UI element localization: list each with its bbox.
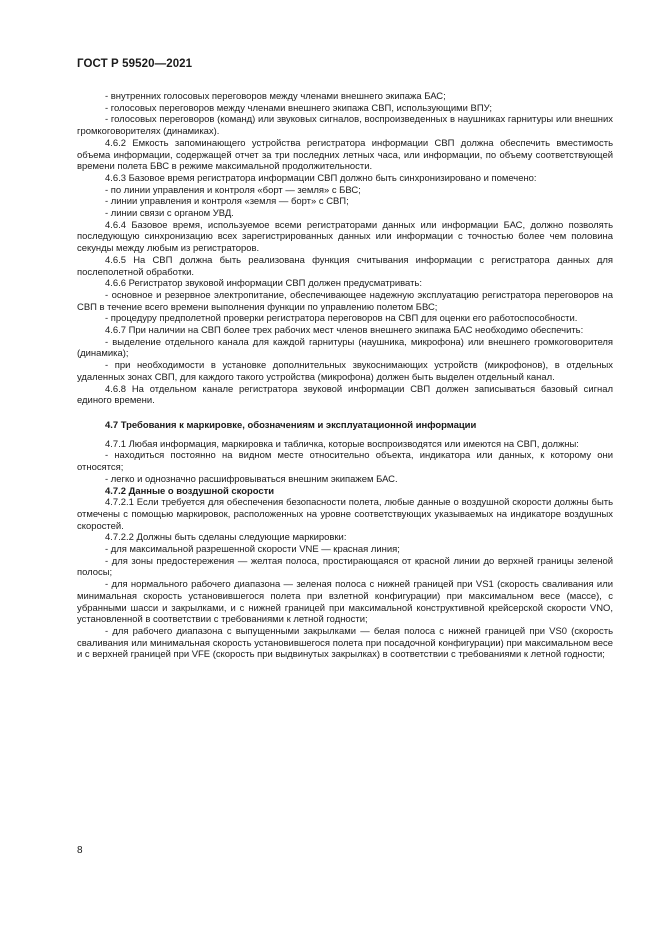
list-item: - по линии управления и контроля «борт — земля» с БВС;: [105, 184, 361, 196]
list-item: - для рабочего диапазона с выпущенными закрылками — белая полоса с нижней границей при VS0 (скорость сваливания или минимальная скорость установившегося полета при посадочной конфигурации) при максимальном весе и с верхней границей при VFE (скорость при выдвинутых закрылках) в соответствии с требованиями к летной годности;: [77, 625, 613, 661]
clause-4-6-3: 4.6.3 Базовое время регистратора информации СВП должно быть синхронизировано и помечено:: [105, 172, 537, 184]
clause-4-6-8: 4.6.8 На отдельном канале регистратора звуковой информации СВП должен записываться базовый сигнал единого времени.: [77, 383, 613, 407]
list-item: - при необходимости в установке дополнительных звукоснимающих устройств (микрофонов), в отдельных удаленных зонах СВП, для каждого такого устройства (микрофона) должен быть выделен отдельный канал.: [77, 360, 613, 383]
list-item: - выделение отдельного канала для каждой гарнитуры (наушника, микрофона) или внешнего громкоговорителя (динамика);: [77, 336, 613, 360]
clause-4-6-6: 4.6.6 Регистратор звуковой информации СВП должен предусматривать:: [105, 278, 422, 290]
list-item: - внутренних голосовых переговоров между членами внешнего экипажа БАС;: [105, 91, 446, 102]
section-heading: 4.7 Требования к маркировке, обозначениям и эксплуатационной информации: [105, 419, 477, 431]
clause-4-7-2-1: 4.7.2.1 Если требуется для обеспечения безопасности полета, любые данные о воздушной скорости должны быть отмечены с помощью маркировок, расположенных на уровне соответствующих указываемых на индикаторе воздушных скоростей.: [77, 497, 613, 532]
list-item: - линии связи с органом УВД.: [105, 208, 234, 220]
list-item: - для максимальной разрешенной скорости VNE — красная линия;: [105, 544, 400, 556]
list-item: - голосовых переговоров между членами внешнего экипажа СВП, использующими ВПУ;: [105, 102, 493, 114]
list-item: - легко и однозначно расшифровываться внешним экипажем БАС.: [105, 473, 398, 485]
clause-4-6-5: 4.6.5 На СВП должна быть реализована функция считывания информации с регистратора данных для послеполетной обработки.: [77, 254, 613, 278]
list-item: - голосовых переговоров (команд) или звуковых сигналов, воспроизведенных в наушниках гарнитуры или внешних громкоговорителях (динамиках).: [77, 114, 613, 138]
page-header: ГОСТ Р 59520—2021: [77, 58, 193, 70]
list-item: - для зоны предостережения — желтая полоса, простирающаяся от красной линии до верхней границы зеленой полосы;: [77, 555, 613, 579]
clause-4-6-2: 4.6.2 Емкость запоминающего устройства регистратора информации СВП должна обеспечить вместимость объема информации, содержащей отчет за три последних летных часа, или информации, по объему соответствующей времени полета БВС в режиме максимальной продолжительности.: [77, 137, 613, 173]
subsection-heading: 4.7.2 Данные о воздушной скорости: [105, 485, 275, 497]
list-item: - для нормального рабочего диапазона — зеленая полоса с нижней границей при VS1 (скорость сваливания или минимальная скорость установившегося полета при взлетной конфигурации) при максимальном весе (массе), с убранными шасси и закрылками, и с нижней границей при максимальной конструктивной крейсерской скорости VNO, установленной в соответствии с требованиями к летной годности;: [77, 579, 613, 626]
list-item: - линии управления и контроля «земля — борт» с СВП;: [105, 196, 349, 208]
list-item: - находиться постоянно на видном месте относительно объекта, индикатора или данных, к которому они относятся;: [77, 450, 613, 474]
clause-4-7-2-2: 4.7.2.2 Должны быть сделаны следующие маркировки:: [105, 532, 347, 544]
clause-4-7-1: 4.7.1 Любая информация, маркировка и табличка, которые воспроизводятся или имеются на СВП, должны:: [105, 438, 579, 450]
clause-4-6-4: 4.6.4 Базовое время, используемое всеми регистраторами данных или информации БАС, должно позволять последующую синхронизацию всех зарегистрированных данных или информации с точностью более чем половина секунды между любым из регистраторов.: [77, 219, 613, 255]
list-item: - основное и резервное электропитание, обеспечивающее надежную эксплуатацию регистратора переговоров на СВП в течение всего времени выполнения функции по управлению полетом БВС;: [77, 289, 613, 313]
document-body: [77, 91, 613, 661]
list-item: - процедуру предполетной проверки регистратора переговоров на СВП для оценки его работоспособности.: [105, 313, 578, 325]
page-number: 8: [77, 845, 83, 856]
clause-4-6-7: 4.6.7 При наличии на СВП более трех рабочих мест членов внешнего экипажа БАС необходимо обеспечить:: [105, 325, 584, 337]
